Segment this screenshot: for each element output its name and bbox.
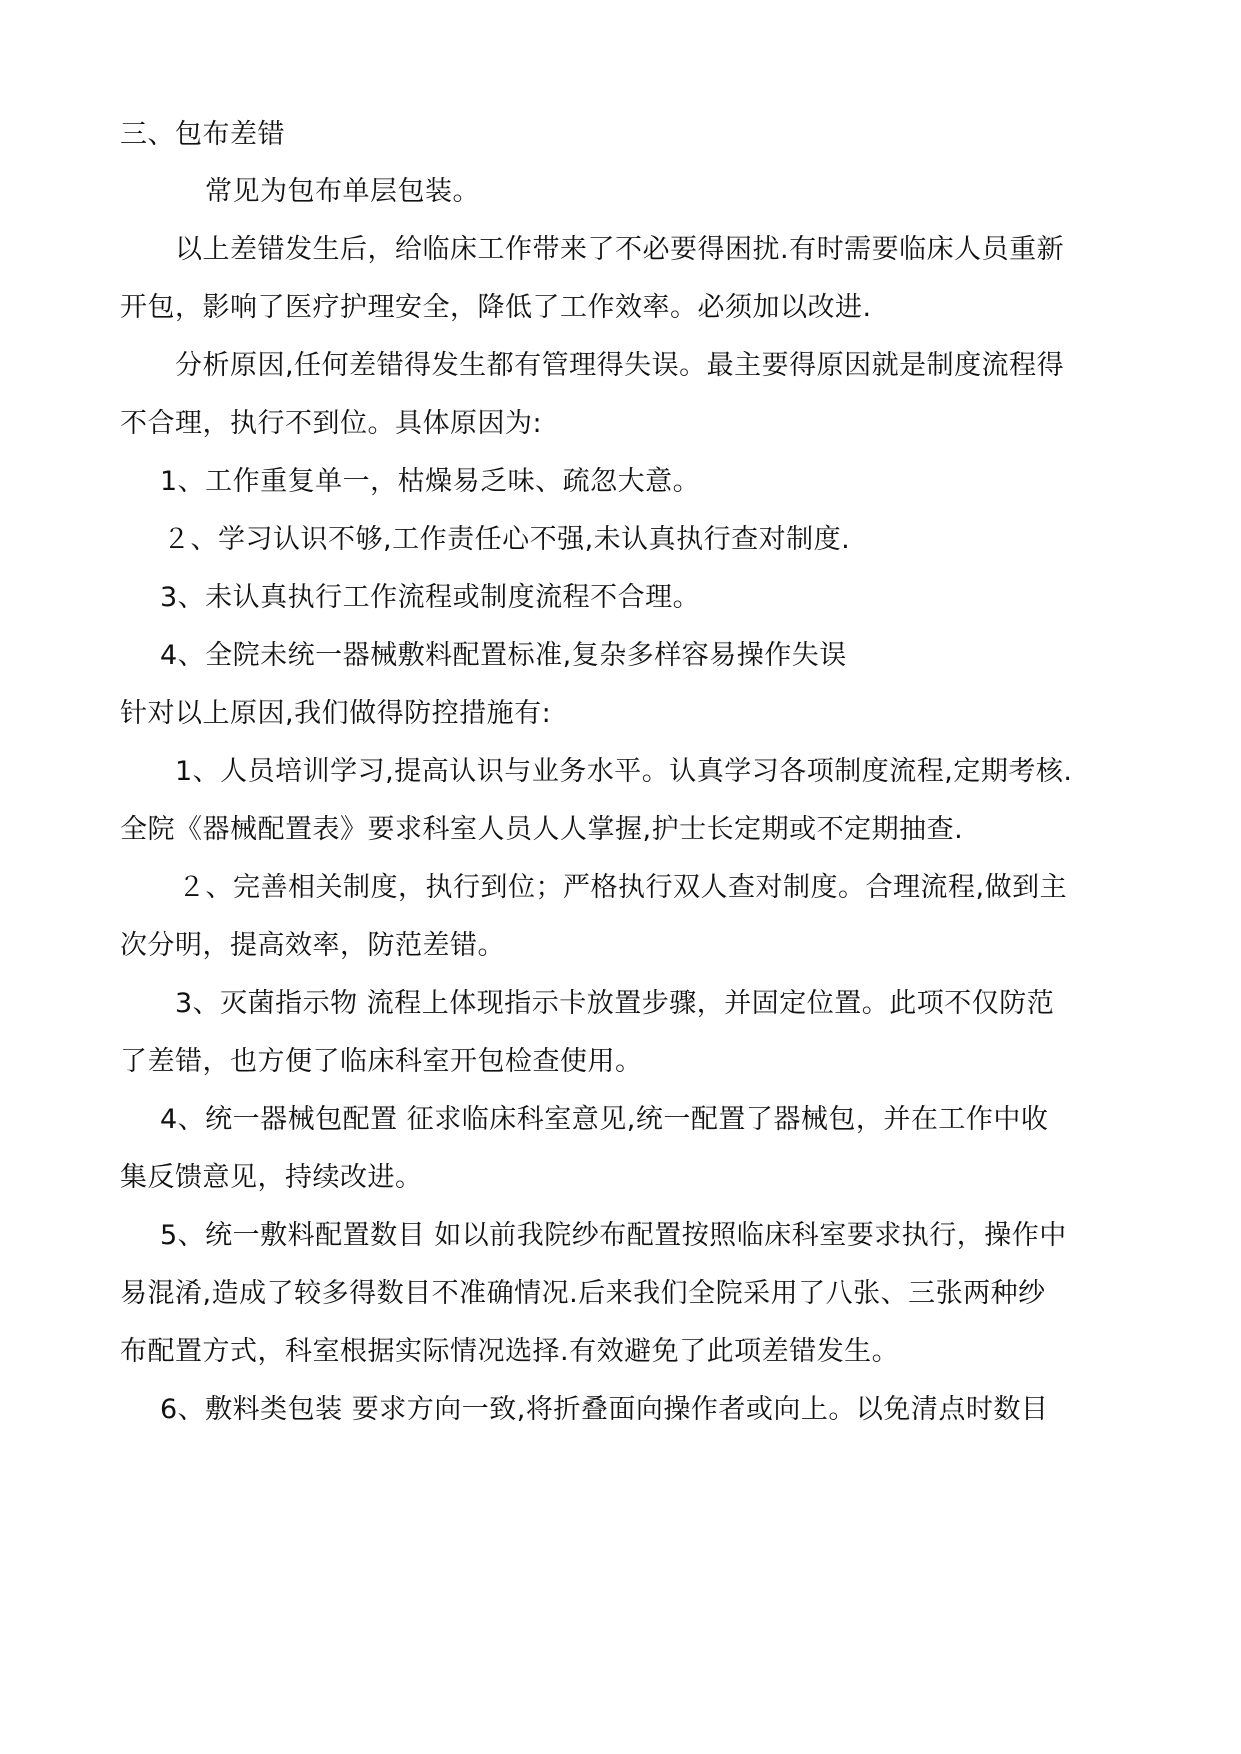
paragraph-line: 易混淆,造成了较多得数目不准确情况.后来我们全院采用了八张、三张两种纱 [120,1278,1046,1309]
list-item: 3、灭菌指示物 流程上体现指示卡放置步骤，并固定位置。此项不仅防范 [175,988,1055,1019]
list-item: 4、全院未统一器械敷料配置标准,复杂多样容易操作失误 [160,640,847,671]
list-item: ２、学习认识不够,工作责任心不强,未认真执行查对制度. [163,524,851,555]
paragraph-line: 针对以上原因,我们做得防控措施有: [120,698,552,729]
paragraph-line: 集反馈意见，持续改进。 [120,1162,423,1193]
paragraph-line: 全院《器械配置表》要求科室人员人人掌握,护士长定期或不定期抽查. [120,814,964,845]
paragraph-line: 分析原因,任何差错得发生都有管理得失误。最主要得原因就是制度流程得 [175,350,1065,381]
list-item: 6、敷料类包装 要求方向一致,将折叠面向操作者或向上。以免清点时数目 [160,1394,1049,1425]
list-item: ２、完善相关制度，执行到位；严格执行双人查对制度。合理流程,做到主 [178,872,1068,903]
list-item: 1、工作重复单一，枯燥易乏味、疏忽大意。 [160,466,701,497]
paragraph-line: 了差错，也方便了临床科室开包检查使用。 [120,1046,643,1077]
paragraph-line: 次分明，提高效率，防范差错。 [120,930,505,961]
paragraph-line: 不合理，执行不到位。具体原因为: [120,408,543,439]
paragraph-line: 常见为包布单层包装。 [205,176,480,207]
section-heading: 三、包布差错 [120,119,285,150]
paragraph-line: 布配置方式，科室根据实际情况选择.有效避免了此项差错发生。 [120,1336,900,1367]
list-item: 3、未认真执行工作流程或制度流程不合理。 [160,582,701,613]
list-item: 1、人员培训学习,提高认识与业务水平。认真学习各项制度流程,定期考核. [175,756,1073,787]
list-item: 4、统一器械包配置 征求临床科室意见,统一配置了器械包，并在工作中收 [160,1104,1049,1135]
paragraph-line: 开包，影响了医疗护理安全，降低了工作效率。必须加以改进. [120,292,872,323]
paragraph-line: 以上差错发生后，给临床工作带来了不必要得困扰.有时需要临床人员重新 [175,234,1065,265]
list-item: 5、统一敷料配置数目 如以前我院纱布配置按照临床科室要求执行，操作中 [160,1220,1067,1251]
